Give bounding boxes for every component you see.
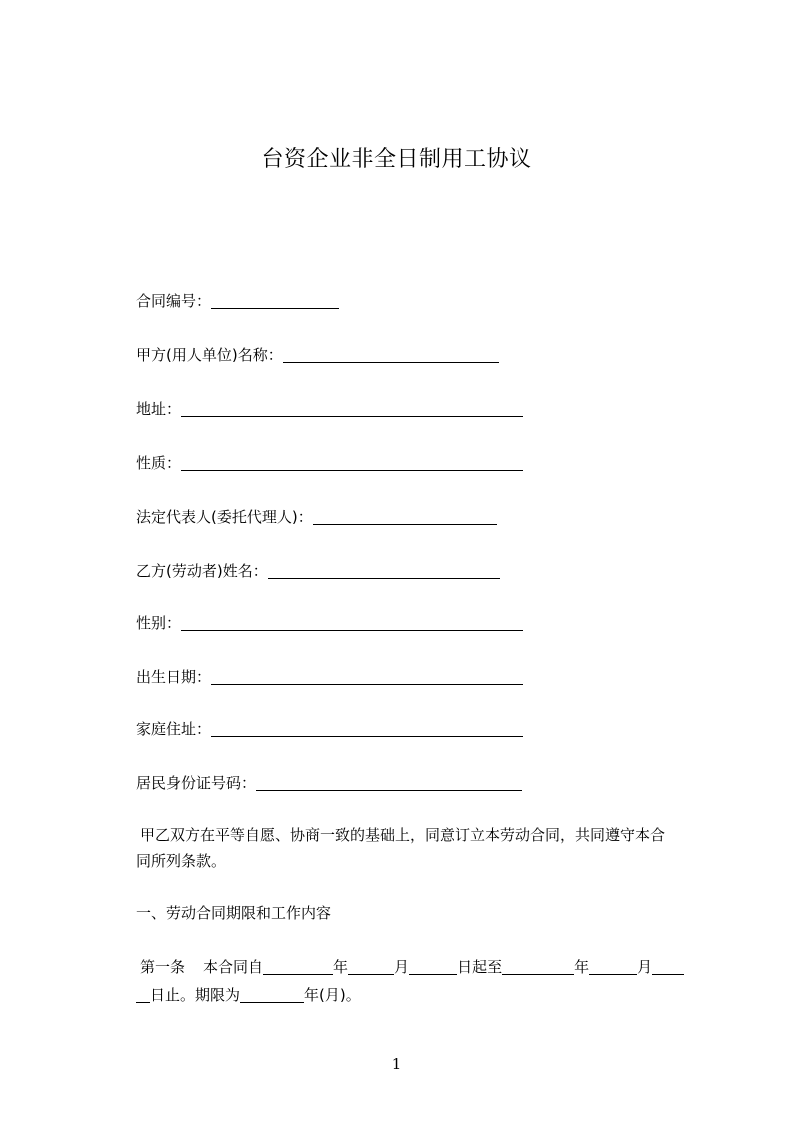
field-home-address [136, 718, 523, 740]
page-number: 1 [391, 1055, 402, 1073]
home-address-blank[interactable] [211, 720, 523, 737]
field-label: 乙方(劳动者)姓名： [136, 562, 268, 580]
article-text: 日止。期限为 [150, 986, 241, 1004]
field-label: 合同编号： [136, 292, 212, 310]
field-legal-representative [136, 506, 497, 528]
intro-paragraph [136, 822, 701, 874]
end-day-blank-part2[interactable] [136, 986, 150, 1003]
article-text: 月 [637, 958, 653, 976]
id-number-blank[interactable] [256, 774, 522, 791]
contract-number-blank[interactable] [211, 292, 339, 309]
field-id-number [136, 772, 522, 794]
article-text: 日起至 [457, 958, 503, 976]
field-label: 居民身份证号码： [136, 774, 257, 792]
section-heading: 一、劳动合同期限和工作内容 [136, 904, 332, 922]
article-text: 本合同自 [203, 958, 264, 976]
end-day-blank-part1[interactable] [652, 958, 684, 975]
article-text: 年 [574, 958, 590, 976]
field-contract-number [136, 290, 339, 312]
end-month-blank[interactable] [589, 958, 637, 975]
field-label: 性别： [136, 614, 182, 632]
gender-blank[interactable] [181, 614, 523, 631]
field-birth-date [136, 666, 523, 688]
field-label: 性质： [136, 454, 182, 472]
field-gender [136, 612, 523, 634]
party-b-name-blank[interactable] [268, 562, 500, 579]
start-day-blank[interactable] [409, 958, 457, 975]
article-text: 月 [394, 958, 410, 976]
birth-date-blank[interactable] [211, 668, 523, 685]
field-label: 出生日期： [136, 668, 212, 686]
start-month-blank[interactable] [348, 958, 394, 975]
party-a-name-blank[interactable] [283, 346, 499, 363]
field-address [136, 398, 523, 420]
intro-line-2: 同所列条款。 [136, 852, 227, 870]
field-nature [136, 452, 523, 474]
address-blank[interactable] [181, 400, 523, 417]
article-text: 年(月)。 [304, 986, 361, 1004]
field-label: 甲方(用人单位)名称： [136, 346, 283, 364]
legal-representative-blank[interactable] [313, 508, 497, 525]
article-text: 年 [333, 958, 349, 976]
article-lead: 第一条 [140, 958, 186, 976]
field-label: 家庭住址： [136, 720, 212, 738]
field-label: 地址： [136, 400, 182, 418]
start-year-blank[interactable] [263, 958, 333, 975]
term-blank[interactable] [240, 986, 304, 1003]
field-party-a-name [136, 344, 499, 366]
field-label: 法定代表人(委托代理人)： [136, 508, 313, 526]
field-party-b-name [136, 560, 500, 582]
document-title: 台资企业非全日制用工协议 [261, 147, 532, 172]
end-year-blank[interactable] [502, 958, 574, 975]
article-1-line-1 [140, 956, 684, 978]
nature-blank[interactable] [181, 454, 523, 471]
article-1-line-2 [136, 984, 361, 1006]
intro-line-1: 甲乙双方在平等自愿、协商一致的基础上，同意订立本劳动合同，共同遵守本合 [140, 826, 666, 844]
